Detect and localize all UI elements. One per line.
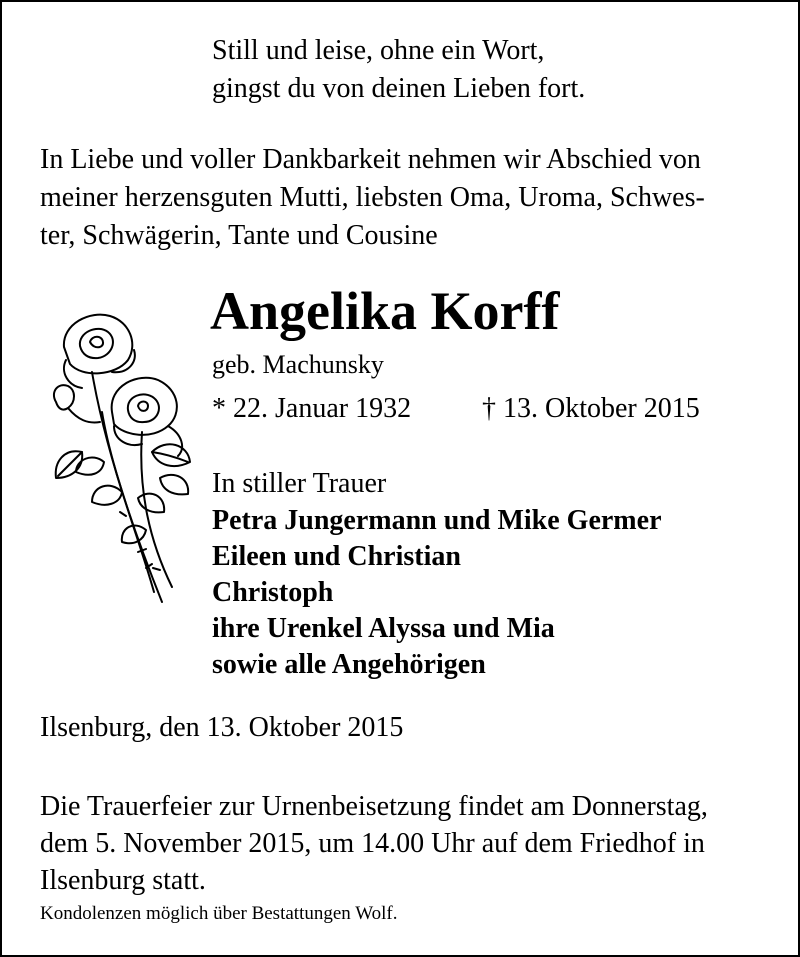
ceremony-line-1: Die Trauerfeier zur Urnenbeisetzung findet am Donnerstag, bbox=[40, 791, 708, 822]
intro-line-1: In Liebe und voller Dankbarkeit nehmen wir Abschied von bbox=[40, 144, 701, 175]
mourner-name: ihre Urenkel Alyssa und Mia bbox=[212, 613, 555, 644]
deceased-name: Angelika Korff bbox=[210, 281, 560, 341]
mourner-name: Christoph bbox=[212, 577, 334, 608]
birth-name: geb. Machunsky bbox=[212, 350, 384, 379]
ceremony-line-2: dem 5. November 2015, um 14.00 Uhr auf dem Friedhof in bbox=[40, 828, 705, 859]
intro-line-3: ter, Schwägerin, Tante und Cousine bbox=[40, 220, 438, 251]
mourner-name: sowie alle Angehörigen bbox=[212, 649, 486, 680]
poem-line-1: Still und leise, ohne ein Wort, bbox=[212, 35, 545, 66]
poem-line-2: gingst du von deinen Lieben fort. bbox=[212, 73, 586, 104]
place-and-date: Ilsenburg, den 13. Oktober 2015 bbox=[40, 712, 404, 743]
condolences-note: Kondolenzen möglich über Bestattungen Wolf. bbox=[40, 903, 398, 924]
intro-line-2: meiner herzensguten Mutti, liebsten Oma, Uroma, Schwes- bbox=[40, 182, 705, 213]
rose-icon bbox=[42, 302, 202, 612]
birth-date: * 22. Januar 1932 bbox=[212, 393, 412, 424]
mourner-name: Eileen und Christian bbox=[212, 541, 461, 572]
mourner-name: Petra Jungermann und Mike Germer bbox=[212, 505, 662, 536]
death-date: † 13. Oktober 2015 bbox=[482, 393, 700, 424]
mourning-heading: In stiller Trauer bbox=[212, 468, 387, 499]
ceremony-line-3: Ilsenburg statt. bbox=[40, 865, 206, 896]
